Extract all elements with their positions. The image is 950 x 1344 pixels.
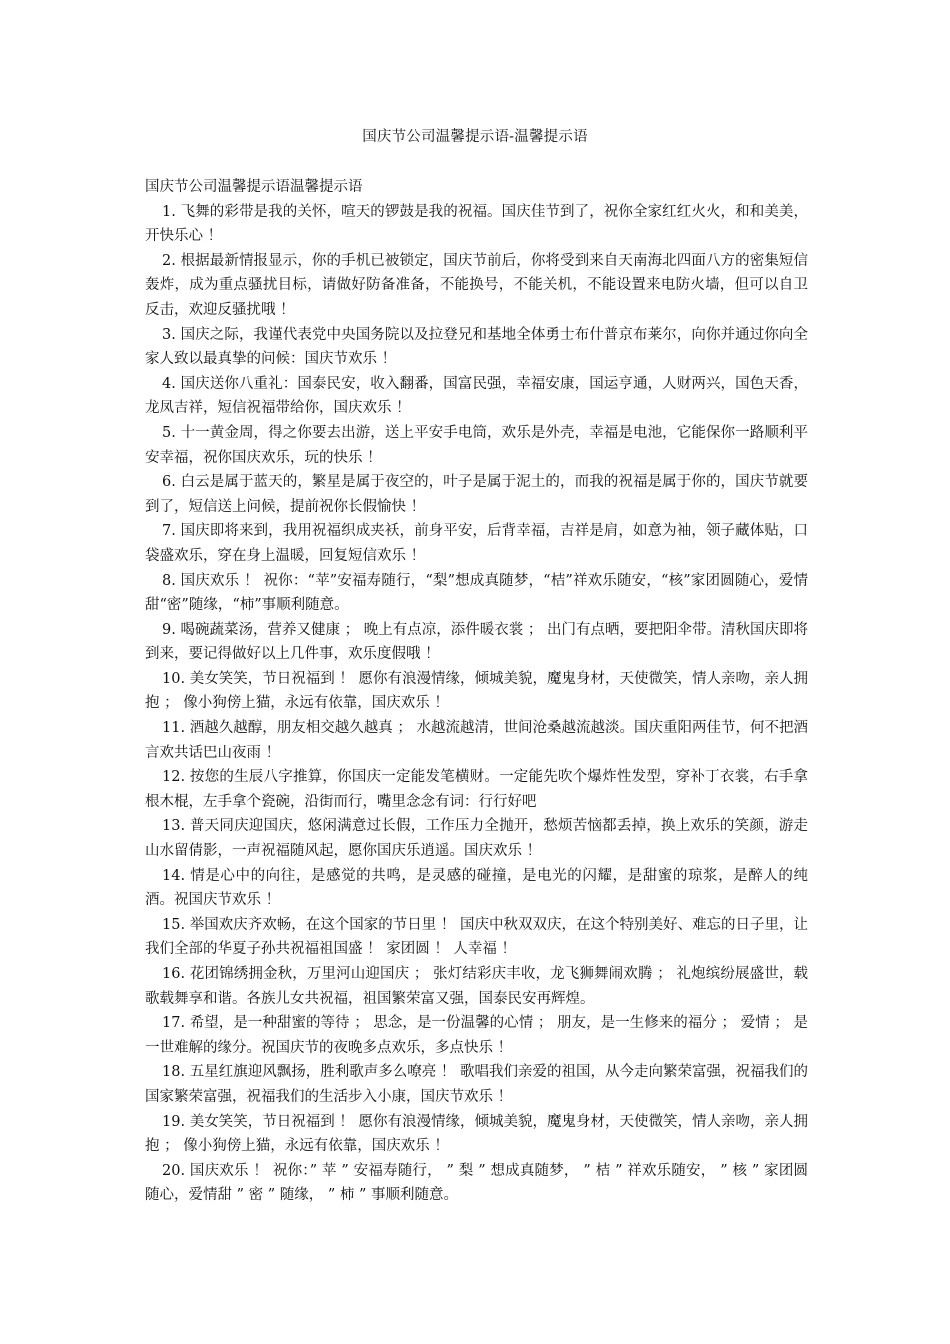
document-subtitle: 国庆节公司温馨提示语温馨提示语 [145, 179, 363, 195]
list-item [145, 519, 808, 568]
item-text: 情是心中的向往，是感觉的共鸣，是灵感的碰撞，是电光的闪耀，是甜蜜的琼浆，是醉人的纯酒。祝国庆节欢乐 ！ [145, 867, 809, 909]
item-text: 国庆之际，我谨代表党中央国务院以及拉登兄和基地全体勇士布什普京布莱尔，向你并通过你向全家人致以最真挚的问候：国庆节欢乐 ！ [145, 326, 809, 368]
item-text: 按您的生辰八字推算，你国庆一定能发笔横财。一定能先吹个爆炸性发型，穿补丁衣裳，右手拿根木棍，左手拿个瓷碗，沿街而行，嘴里念念有词：行行好吧 [145, 769, 809, 810]
list-item [145, 421, 808, 470]
list-item [145, 765, 808, 814]
list-item [145, 569, 808, 618]
item-number: 8. [162, 572, 176, 589]
item-text: 希望，是一种甜蜜的等待 ； 思念，是一份温馨的心情 ； 朋友，是一生修来的福分 ； 爱情 ； 是一世难解的缘分。祝国庆节的夜晚多点欢乐，多点快乐 ！ [145, 1015, 809, 1056]
item-text: 国庆送你八重礼：国泰民安，收入翻番，国富民强，幸福安康，国运亨通，人财两兴，国色天香，龙凤吉祥，短信祝福带给你，国庆欢乐 ！ [145, 375, 809, 417]
list-item [145, 323, 808, 372]
item-number: 10. [162, 670, 186, 687]
list-item [145, 913, 808, 962]
item-number: 18. [162, 1064, 186, 1081]
item-text: 普天同庆迎国庆，悠闲满意过长假，工作压力全抛开，愁烦苦恼都丢掉，换上欢乐的笑颜，游走山水留倩影，一声祝福随风起，愿你国庆乐逍遥。国庆欢乐 ！ [145, 818, 809, 860]
item-number: 13. [162, 818, 186, 835]
list-item [145, 1110, 808, 1159]
item-text: 喝碗蔬菜汤，营养又健康 ； 晚上有点凉，添件暖衣裳 ； 出门有点晒，要把阳伞带。清秋国庆即将到来，要记得做好以上几件事，欢乐度假哦 ！ [145, 621, 809, 663]
list-item [145, 667, 808, 716]
item-text: 举国欢庆齐欢畅，在这个国家的节日里 ！ 国庆中秋双双庆，在这个特别美好、难忘的日子里，让我们全部的华夏子孙共祝福祖国盛 ！ 家团圆 ！ 人幸福 ！ [145, 916, 809, 958]
item-text: 白云是属于蓝天的，繁星是属于夜空的，叶子是属于泥土的，而我的祝福是属于你的，国庆节就要到了，短信送上问候，提前祝你长假愉快 ！ [145, 474, 809, 515]
item-text: 花团锦绣拥金秋，万里河山迎国庆 ； 张灯结彩庆丰收，龙飞狮舞闹欢腾 ； 礼炮缤纷展盛世，载歌载舞享和谐。各族儿女共祝福，祖国繁荣富又强，国泰民安再辉煌。 [145, 966, 809, 1007]
list-item [145, 814, 808, 863]
list-item [145, 618, 808, 667]
item-number: 9. [162, 621, 176, 638]
list-item [145, 1060, 808, 1109]
page-title: 国庆节公司温馨提示语-温馨提示语 [362, 129, 588, 145]
item-text: 根据最新情报显示，你的手机已被锁定，国庆节前后，你将受到来自天南海北四面八方的密集短信轰炸，成为重点骚扰目标，请做好防备准备，不能换号，不能关机，不能设置来电防火墙，但可以自卫反击，欢迎反骚扰哦 ！ [145, 252, 809, 318]
item-number: 4. [162, 375, 176, 392]
item-text: 五星红旗迎风飘扬，胜利歌声多么嘹亮 ！ 歌唱我们亲爱的祖国，从今走向繁荣富强，祝福我们的国家繁荣富强，祝福我们的生活步入小康，国庆节欢乐 ！ [145, 1064, 809, 1105]
item-text: 国庆欢乐 ！ 祝你：“苹”安福寿随行，“梨”想成真随梦，“桔”祥欢乐随安，“核”家团圆随心，爱情甜“密”随缘，“柿”事顺利随意。 [145, 572, 808, 614]
list-item [145, 864, 808, 913]
item-text: 十一黄金周，得之你要去出游，送上平安手电筒，欢乐是外壳，幸福是电池，它能保你一路顺利平安幸福，祝你国庆欢乐，玩的快乐 ！ [145, 424, 809, 466]
item-text: 美女笑笑，节日祝福到 ！ 愿你有浪漫情缘，倾城美貌，魔鬼身材，天使微笑，情人亲吻，亲人拥抱 ； 像小狗傍上猫，永远有依靠，国庆欢乐 ！ [145, 670, 809, 712]
item-number: 17. [162, 1015, 186, 1032]
item-number: 16. [162, 966, 186, 982]
list-item [145, 200, 808, 249]
item-text: 飞舞的彩带是我的关怀，喧天的锣鼓是我的祝福。国庆佳节到了，祝你全家红红火火，和和美美，开快乐心 ！ [145, 203, 809, 245]
item-number: 1. [162, 203, 176, 220]
list-item [145, 249, 808, 323]
list-item [145, 1159, 808, 1208]
item-text: 国庆欢乐 ！ 祝你：” 苹 ” 安福寿随行， ” 梨 ” 想成真随梦， ” 桔 ” 祥欢乐随安， ” 核 ” 家团圆随心，爱情甜 ” 密 ” 随缘， ” 柿 ” 事顺利随意。 [145, 1162, 809, 1204]
item-number: 12. [162, 769, 186, 786]
item-text: 酒越久越醇，朋友相交越久越真 ； 水越流越清，世间沧桑越流越淡。国庆重阳两佳节，何不把酒言欢共话巴山夜雨 ！ [145, 720, 809, 761]
item-number: 15. [162, 916, 186, 933]
list-item [145, 470, 808, 519]
item-number: 6. [162, 474, 176, 491]
list-item [145, 716, 808, 765]
list-item [145, 372, 808, 421]
item-number: 20. [162, 1162, 186, 1179]
list-item [145, 962, 808, 1011]
item-text: 美女笑笑，节日祝福到 ！ 愿你有浪漫情缘，倾城美貌，魔鬼身材，天使微笑，情人亲吻，亲人拥抱 ； 像小狗傍上猫，永远有依靠，国庆欢乐 ！ [145, 1113, 809, 1155]
list-item [145, 1011, 808, 1060]
item-number: 11. [162, 720, 186, 737]
item-number: 5. [162, 424, 176, 441]
item-number: 14. [162, 867, 186, 884]
item-text: 国庆即将来到，我用祝福织成夹袄，前身平安，后背幸福，吉祥是肩，如意为袖，领子藏体贴，口袋盛欢乐，穿在身上温暖，回复短信欢乐 ！ [145, 523, 809, 564]
document-body [145, 175, 808, 1208]
item-number: 19. [162, 1113, 186, 1130]
item-number: 2. [162, 252, 176, 269]
item-number: 7. [162, 523, 176, 540]
item-number: 3. [162, 326, 176, 343]
